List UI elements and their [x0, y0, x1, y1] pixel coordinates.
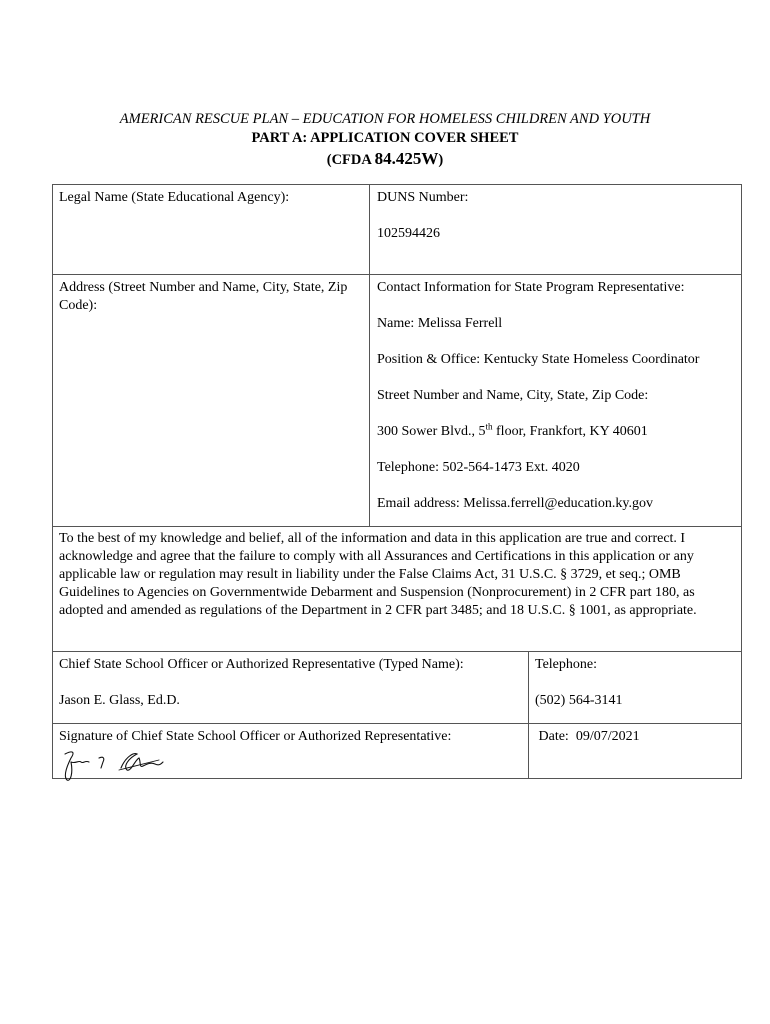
duns-value: 102594426 — [377, 226, 440, 241]
address-cell[interactable] — [53, 275, 370, 526]
certification-row — [53, 527, 741, 652]
contact-position: Position & Office: Kentucky State Homeless Coordinator — [377, 352, 700, 367]
document-header — [0, 110, 770, 171]
signature-row — [53, 724, 741, 778]
cfda-line — [0, 148, 770, 171]
part-title: PART A: APPLICATION COVER SHEET — [251, 130, 519, 146]
date-label: Date: 09/07/2021 — [535, 729, 640, 744]
contact-email: Email address: Melissa.ferrell@education.ky.gov — [377, 496, 653, 511]
program-title: AMERICAN RESCUE PLAN – EDUCATION FOR HOMELESS CHILDREN AND YOUTH — [119, 111, 651, 127]
contact-street-sup: th — [485, 421, 493, 432]
contact-cell[interactable] — [370, 275, 741, 526]
handwritten-signature — [59, 748, 522, 784]
officer-label: Chief State School Officer or Authorized Representative (Typed Name): — [59, 657, 464, 672]
cover-sheet-form — [52, 184, 742, 779]
contact-street-pre: 300 Sower Blvd., 5 — [377, 424, 486, 439]
officer-row — [53, 652, 741, 724]
certification-text: To the best of my knowledge and belief, all of the information and data in this application are true and correct. I acknowledge and agree that the failure to comply with all Assurances and Certifications in this application or any applicable law or regulation may result in liability under the False Claims Act, 31 U.S.C. § 3729, et seq.; OMB Guidelines to Agencies on Governmentwide Debarment and Suspension (Nonprocurement) in 2 CFR part 180, as adopted and amended as regulations of the Department in 2 CFR part 3485; and 18 U.S.C. § 1001, as appropriate. — [59, 531, 697, 618]
telephone-label: Telephone: — [535, 657, 597, 672]
cfda-suffix: ) — [438, 152, 444, 168]
duns-label: DUNS Number: — [377, 190, 469, 205]
signature-image — [59, 748, 169, 784]
legal-name-row — [53, 185, 741, 275]
address-label: Address (Street Number and Name, City, State, Zip Code): — [59, 280, 348, 313]
telephone-value: (502) 564-3141 — [535, 693, 623, 708]
duns-cell[interactable] — [370, 185, 741, 274]
contact-street — [377, 423, 735, 441]
cfda-number: 84.425W — [374, 149, 439, 168]
contact-name: Name: Melissa Ferrell — [377, 316, 503, 331]
address-row — [53, 275, 741, 527]
date-cell[interactable] — [529, 724, 741, 778]
legal-name-label: Legal Name (State Educational Agency): — [59, 190, 290, 205]
officer-cell[interactable] — [53, 652, 529, 723]
legal-name-cell[interactable] — [53, 185, 370, 274]
contact-telephone: Telephone: 502-564-1473 Ext. 4020 — [377, 460, 580, 475]
cfda-prefix: (CFDA — [326, 152, 375, 168]
signature-cell[interactable] — [53, 724, 529, 778]
contact-street-label: Street Number and Name, City, State, Zip Code: — [377, 388, 649, 403]
contact-label: Contact Information for State Program Representative: — [377, 280, 685, 295]
telephone-cell[interactable] — [529, 652, 741, 723]
signature-label: Signature of Chief State School Officer or Authorized Representative: — [59, 729, 452, 744]
contact-street-post: floor, Frankfort, KY 40601 — [492, 424, 648, 439]
officer-name: Jason E. Glass, Ed.D. — [59, 693, 180, 708]
